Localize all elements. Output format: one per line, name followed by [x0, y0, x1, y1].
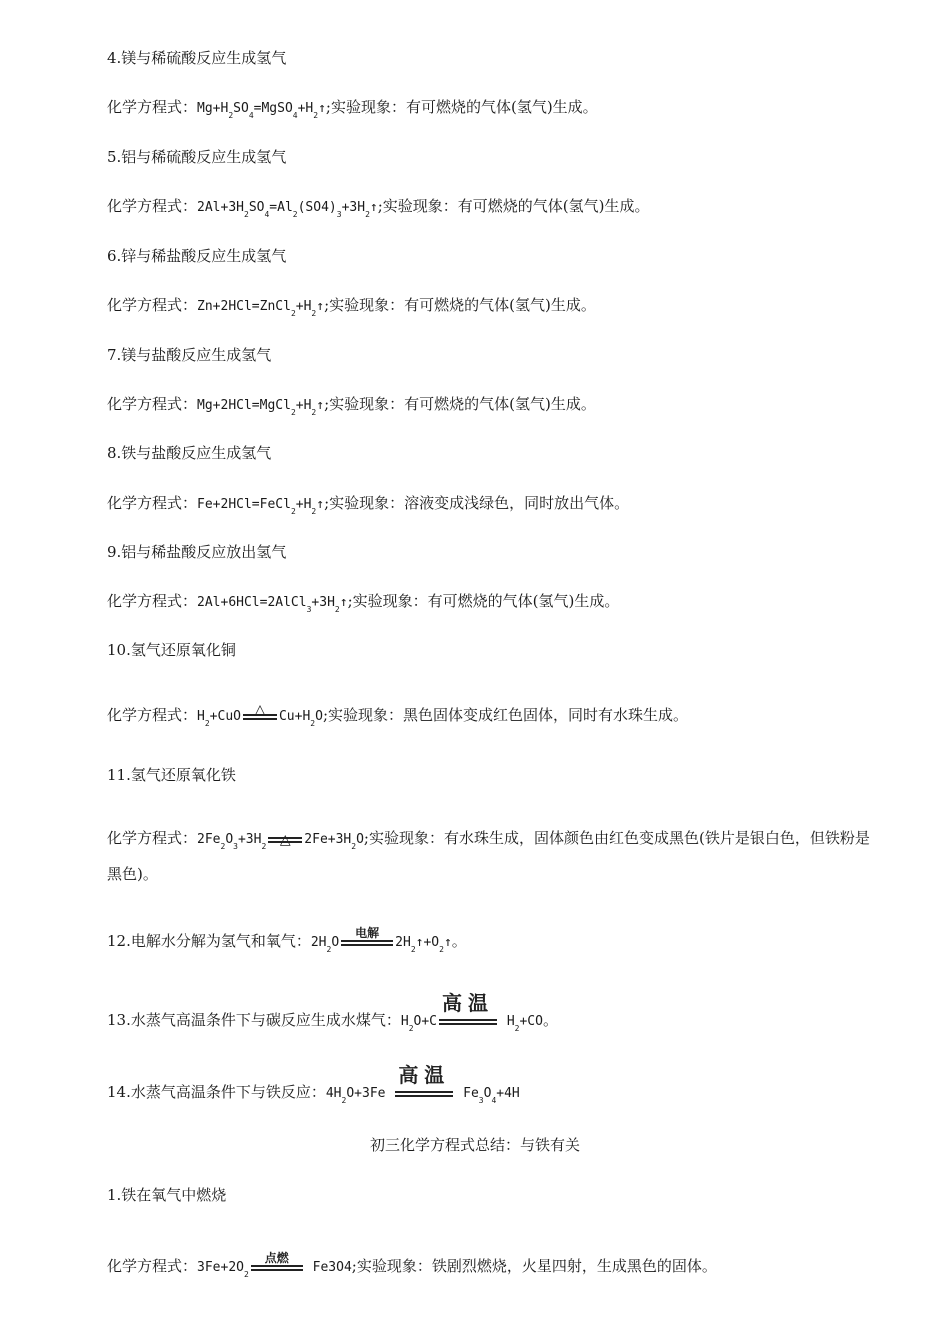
equation-label: 化学方程式： — [107, 98, 198, 116]
item-13-line — [107, 991, 558, 1033]
equation-formula: $H_2O+C$ 高温 $H_2+CO$ — [400, 991, 543, 1033]
item-5-title: 5.铝与稀硫酸反应生成氢气 — [107, 148, 287, 166]
condition-label: 电解 — [355, 926, 380, 940]
electrolysis-condition — [341, 926, 393, 948]
equation-label: 化学方程式： — [107, 395, 198, 413]
equation-tail: 。 — [542, 1011, 558, 1029]
item-14-line — [107, 1063, 520, 1105]
item-14-title: 14.水蒸气高温条件下与铁反应： — [107, 1083, 326, 1101]
item-12-line — [107, 926, 467, 954]
observation-text: ;实验现象：溶液变成浅绿色，同时放出气体。 — [324, 494, 630, 512]
equation-formula: $Zn+2HCl=ZnCl_2+H_2↑$ — [197, 299, 325, 318]
item-6-title: 6.锌与稀盐酸反应生成氢气 — [107, 247, 287, 265]
equation-label: 化学方程式： — [107, 592, 198, 610]
equation-label: 化学方程式： — [107, 296, 198, 314]
item-9-title: 9.铝与稀盐酸反应放出氢气 — [107, 543, 287, 561]
observation-text: ;实验现象：有水珠生成，固体颜色由红色变成黑色(铁片是银白色，但铁粉是黑色)。 — [107, 829, 870, 883]
item-11-title: 11.氢气还原氧化铁 — [107, 766, 236, 784]
high-temperature-condition — [439, 991, 497, 1027]
equation-formula: $2Fe_2O_3+3H_2$ △ $2Fe+3H_2O$ — [197, 832, 364, 847]
observation-text: ;实验现象：有可燃烧的气体(氢气)生成。 — [325, 98, 598, 116]
equation-formula: $2Al+3H_2SO_4=Al_2(SO4)_3+3H_2↑$ — [197, 200, 378, 219]
item-9-equation-line — [107, 591, 619, 613]
heat-condition-icon — [268, 832, 302, 848]
item-10-equation-line — [107, 702, 689, 728]
item-6-equation-line — [107, 295, 596, 317]
item-13-title: 13.水蒸气高温条件下与碳反应生成水煤气： — [107, 1011, 401, 1029]
item-8-equation-line — [107, 493, 629, 515]
ignition-condition — [251, 1251, 303, 1273]
item-10-title: 10.氢气还原氧化铜 — [107, 641, 236, 659]
equation-formula: $2H_2O$ 电解 $2H_2↑+O_2↑$ — [311, 935, 452, 950]
item-7-title: 7.镁与盐酸反应生成氢气 — [107, 346, 272, 364]
delta-symbol: △ — [279, 832, 291, 848]
equation-formula: $Mg+2HCl=MgCl_2+H_2↑$ — [197, 398, 325, 417]
equation-formula: $3Fe+2O_2$ 点燃 Fe3O4 — [197, 1260, 352, 1275]
item-7-equation-line — [107, 394, 596, 416]
delta-symbol: △ — [254, 702, 266, 718]
heat-condition-icon — [243, 702, 277, 722]
equation-tail: 。 — [451, 932, 467, 950]
item-4-title: 4.镁与稀硫酸反应生成氢气 — [107, 49, 287, 67]
high-temperature-condition — [395, 1063, 453, 1099]
item-8-title: 8.铁与盐酸反应生成氢气 — [107, 444, 272, 462]
equation-formula: $2Al+6HCl=2AlCl_3+3H_2↑$ — [197, 595, 348, 614]
observation-text: ;实验现象：有可燃烧的气体(氢气)生成。 — [377, 197, 650, 215]
condition-label: 点燃 — [264, 1251, 289, 1265]
condition-label: 高温 — [442, 991, 494, 1015]
equation-formula: $Mg+H_2SO_4=MgSO_4+H_2↑$ — [197, 101, 326, 120]
item-4-equation-line — [107, 97, 598, 119]
item-5-equation-line — [107, 196, 649, 218]
equation-formula: $4H_2O+3Fe$ 高温 $Fe_3O_4+4H$ — [325, 1063, 520, 1105]
observation-text: ;实验现象：有可燃烧的气体(氢气)生成。 — [324, 296, 596, 314]
section-title: 初三化学方程式总结：与铁有关 — [369, 1136, 580, 1154]
section-item-1-title: 1.铁在氧气中燃烧 — [107, 1186, 227, 1204]
equation-label: 化学方程式： — [107, 829, 198, 847]
equation-label: 化学方程式： — [107, 1257, 198, 1275]
condition-label: 高温 — [398, 1063, 451, 1087]
equation-label: 化学方程式： — [107, 706, 198, 724]
equation-label: 化学方程式： — [107, 494, 198, 512]
section-item-1-equation-line — [107, 1251, 717, 1279]
observation-text: ;实验现象：有可燃烧的气体(氢气)生成。 — [324, 395, 596, 413]
observation-text: ;实验现象：黑色固体变成红色固体，同时有水珠生成。 — [322, 706, 689, 724]
item-12-title: 12.电解水分解为氢气和氧气： — [107, 932, 311, 950]
observation-text: ;实验现象：铁剧烈燃烧，火星四射，生成黑色的固体。 — [351, 1257, 717, 1275]
observation-text: ;实验现象：有可燃烧的气体(氢气)生成。 — [347, 592, 620, 610]
equation-formula: $Fe+2HCl=FeCl_2+H_2↑$ — [197, 497, 325, 516]
equation-formula: $H_2+CuO$ △ $Cu+H_2O$ — [197, 702, 323, 728]
item-11-equation-line — [107, 821, 883, 891]
equation-label: 化学方程式： — [107, 197, 198, 215]
